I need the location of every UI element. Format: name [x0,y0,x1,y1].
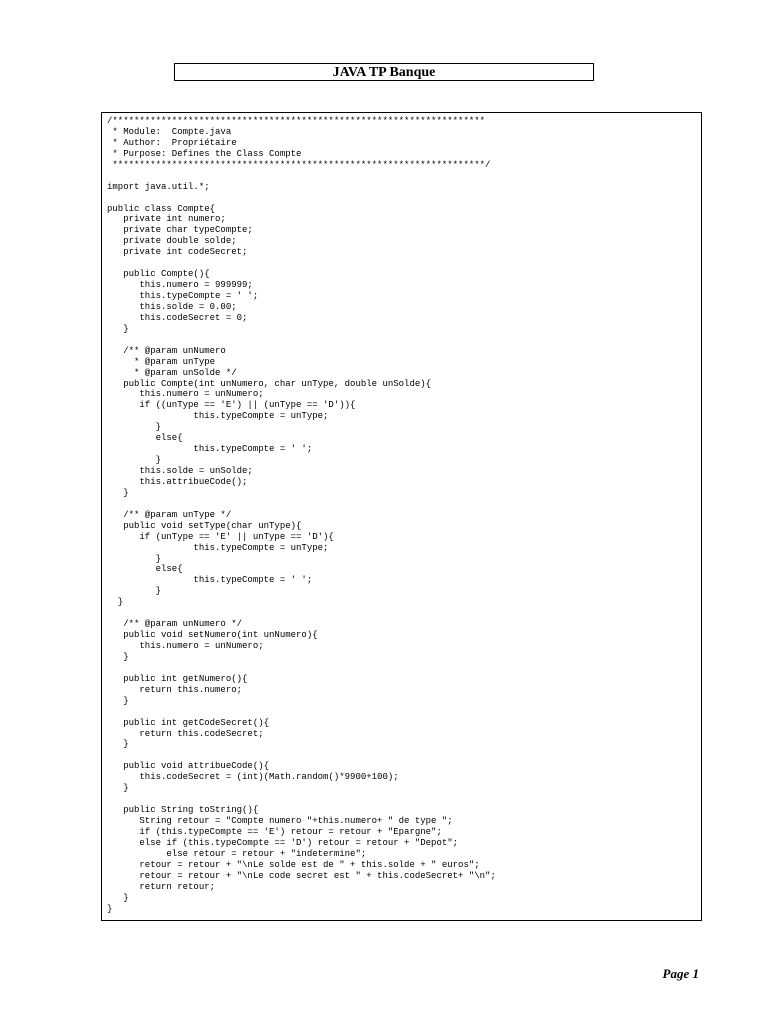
code-line: this.attribueCode(); [107,476,248,487]
code-line: public int getCodeSecret(){ [107,717,270,728]
code-line: } [107,586,162,597]
code-line: String retour = "Compte numero "+this.numero+ " de type "; [107,816,453,826]
code-line: return this.codeSecret; [107,728,264,739]
code-line [107,608,701,619]
code-line: this.solde = unSolde; [107,466,253,476]
page-number: Page 1 [662,966,699,981]
code-line [107,258,701,269]
code-line: } [107,455,162,466]
code-line: /********************************************************************* [107,116,486,126]
code-line: return this.numero; [107,684,243,695]
code-line: this.typeCompte = unType; [107,542,329,553]
code-line: } [107,651,129,662]
code-line: public void setNumero(int unNumero){ [107,630,318,641]
code-line: this.typeCompte = unType; [107,411,329,422]
code-line: if ((unType == 'E') || (unType == 'D')){ [107,400,356,411]
code-line: this.numero = unNumero; [107,389,264,400]
code-line: /** @param unType */ [107,509,232,520]
code-line [107,335,701,346]
code-line: else retour = retour + "indetermine"; [107,848,367,859]
document-title: JAVA TP Banque [174,63,594,81]
code-line: private int codeSecret; [107,247,248,258]
code-line: public void setType(char unType){ [107,520,302,531]
code-line [107,750,701,761]
code-line: /** @param unNumero [107,345,226,356]
code-line: if (unType == 'E' || unType == 'D'){ [107,531,334,542]
code-line: if (this.typeCompte == 'E') retour = retour + "Epargne"; [107,826,442,837]
code-line: } [107,903,113,914]
code-listing [101,112,702,921]
code-line: public Compte(int unNumero, char unType, double unSolde){ [107,378,432,389]
code-line: } [107,783,129,794]
code-line: public void attribueCode(){ [107,761,270,772]
code-line: retour = retour + "\nLe solde est de " + this.solde + " euros"; [107,859,480,870]
code-line: else if (this.typeCompte == 'D') retour = retour + "Depot"; [107,837,459,848]
code-line: public class Compte{ [107,203,216,214]
code-line: import java.util.*; [107,181,210,192]
code-line: this.codeSecret = 0; [107,312,248,323]
code-line: } [107,323,129,334]
code-line: else{ [107,433,183,444]
code-line: * Purpose: Defines the Class Compte [107,148,302,159]
code-lines [107,116,701,914]
code-line [107,499,701,510]
code-line: } [107,422,162,433]
code-line [107,794,701,805]
code-line: } [107,892,129,903]
code-line: public Compte(){ [107,269,210,280]
code-line: } [107,739,129,750]
code-line: } [107,695,129,706]
code-line: this.numero = 999999; [107,280,253,291]
code-line: else{ [107,564,183,575]
code-line: /** @param unNumero */ [107,619,243,630]
code-line: this.codeSecret = (int)(Math.random()*9900+100); [107,772,399,783]
code-line [107,663,701,674]
code-line: } [107,487,129,498]
code-line: public String toString(){ [107,805,259,816]
code-line: * Module: Compte.java [107,126,232,137]
code-line: private double solde; [107,236,237,247]
code-line: } [107,553,162,564]
code-line: this.solde = 0.00; [107,301,237,312]
code-line: this.typeCompte = ' '; [107,575,313,586]
code-line: * Author: Propriétaire [107,137,237,148]
code-line: * @param unSolde */ [107,367,237,378]
code-line: } [107,597,124,608]
code-line: this.typeCompte = ' '; [107,291,259,301]
code-line: return retour; [107,881,216,892]
code-line: *********************************************************************/ [107,159,491,170]
code-line: retour = retour + "\nLe code secret est " + this.codeSecret+ "\n"; [107,870,496,881]
code-line: private char typeCompte; [107,225,253,236]
code-line: this.typeCompte = ' '; [107,444,313,455]
code-line: public int getNumero(){ [107,673,248,684]
code-line: private int numero; [107,214,226,225]
code-line [107,193,701,204]
code-line [107,707,701,718]
code-line: * @param unType [107,356,216,367]
code-line [107,171,701,182]
code-line: this.numero = unNumero; [107,641,264,651]
